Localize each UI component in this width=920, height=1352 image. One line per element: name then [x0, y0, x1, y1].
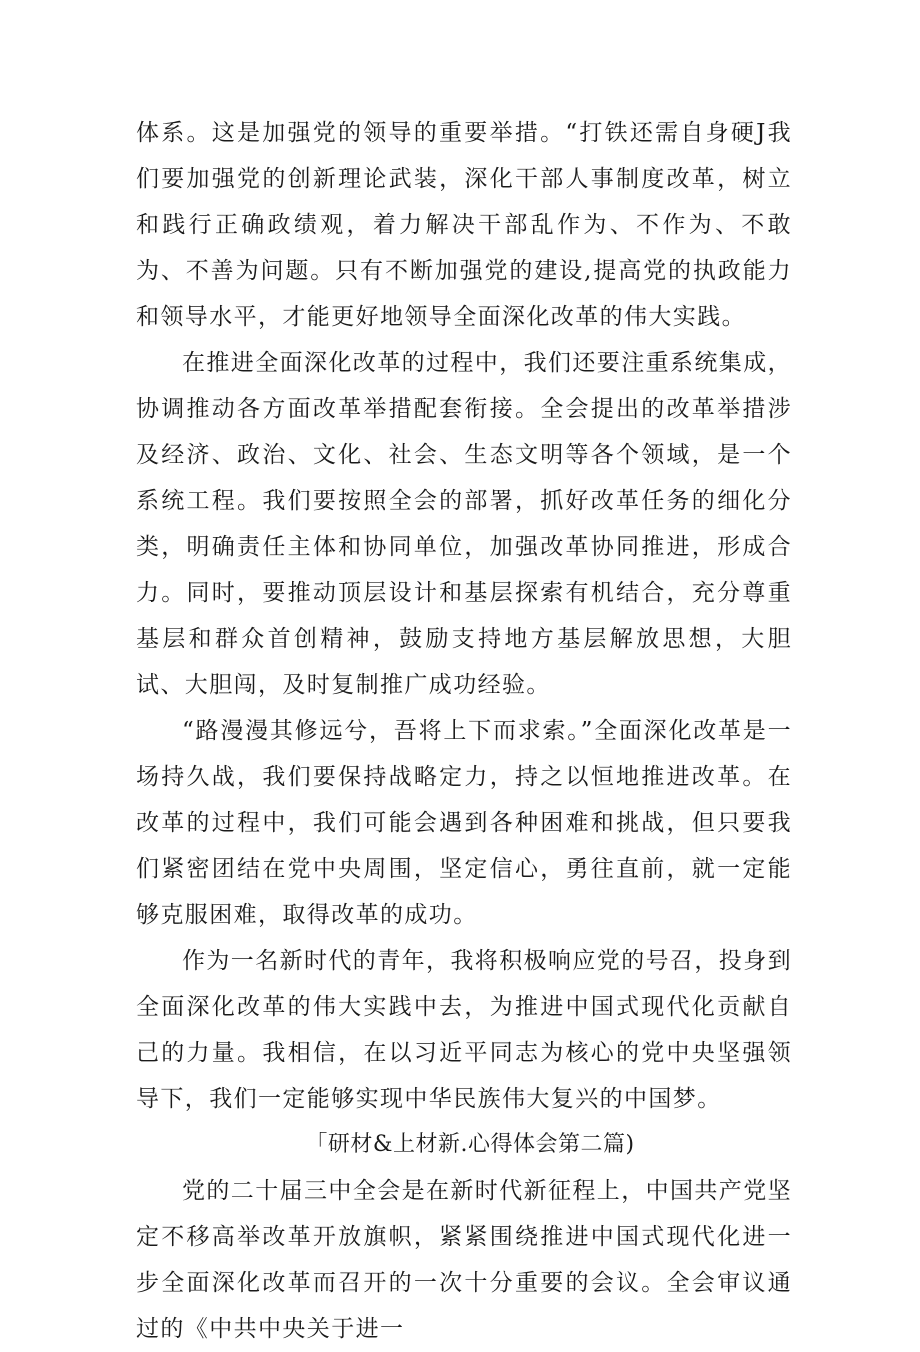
paragraph-5: 党的二十届三中全会是在新时代新征程上，中国共产党坚定不移高举改革开放旗帜，紧紧围绕推进中国式现代化进一步全面深化改革而召开的一次十分重要的会议。全会审议通过的《中共中央关于进一: [136, 1178, 792, 1342]
paragraph-1: 体系。这是加强党的领导的重要举措。“打铁还需自身硬J我们要加强党的创新理论武装，深化干部人事制度改革，树立和践行正确政绩观，着力解决干部乱作为、不作为、不敢为、不善为问题。只有不断加强党的建设,提高党的执政能力和领导水平，才能更好地领导全面深化改革的伟大实践。: [136, 120, 792, 330]
paragraph-3: “路漫漫其修远兮，吾将上下而求索。”全面深化改革是一场持久战，我们要保持战略定力，持之以恒地推进改革。在改革的过程中，我们可能会遇到各种困难和挑战，但只要我们紧密团结在党中央周围，坚定信心，勇往直前，就一定能够克服困难，取得改革的成功。: [136, 718, 792, 928]
paragraph-4: 作为一名新时代的青年，我将积极响应党的号召，投身到全面深化改革的伟大实践中去，为推进中国式现代化贡献自己的力量。我相信，在以习近平同志为核心的党中央坚强领导下，我们一定能够实现中华民族伟大复兴的中国梦。: [136, 948, 792, 1112]
section-heading: 「研材&上材新.心得体会第二篇): [305, 1132, 635, 1157]
paragraph-2: 在推进全面深化改革的过程中，我们还要注重系统集成，协调推动各方面改革举措配套衔接。全会提出的改革举措涉及经济、政治、文化、社会、生态文明等各个领域，是一个系统工程。我们要按照全会的部署，抓好改革任务的细化分类，明确责任主体和协同单位，加强改革协同推进，形成合力。同时，要推动顶层设计和基层探索有机结合，充分尊重基层和群众首创精神，鼓励支持地方基层解放思想，大胆试、大胆闯，及时复制推广成功经验。: [136, 350, 792, 698]
